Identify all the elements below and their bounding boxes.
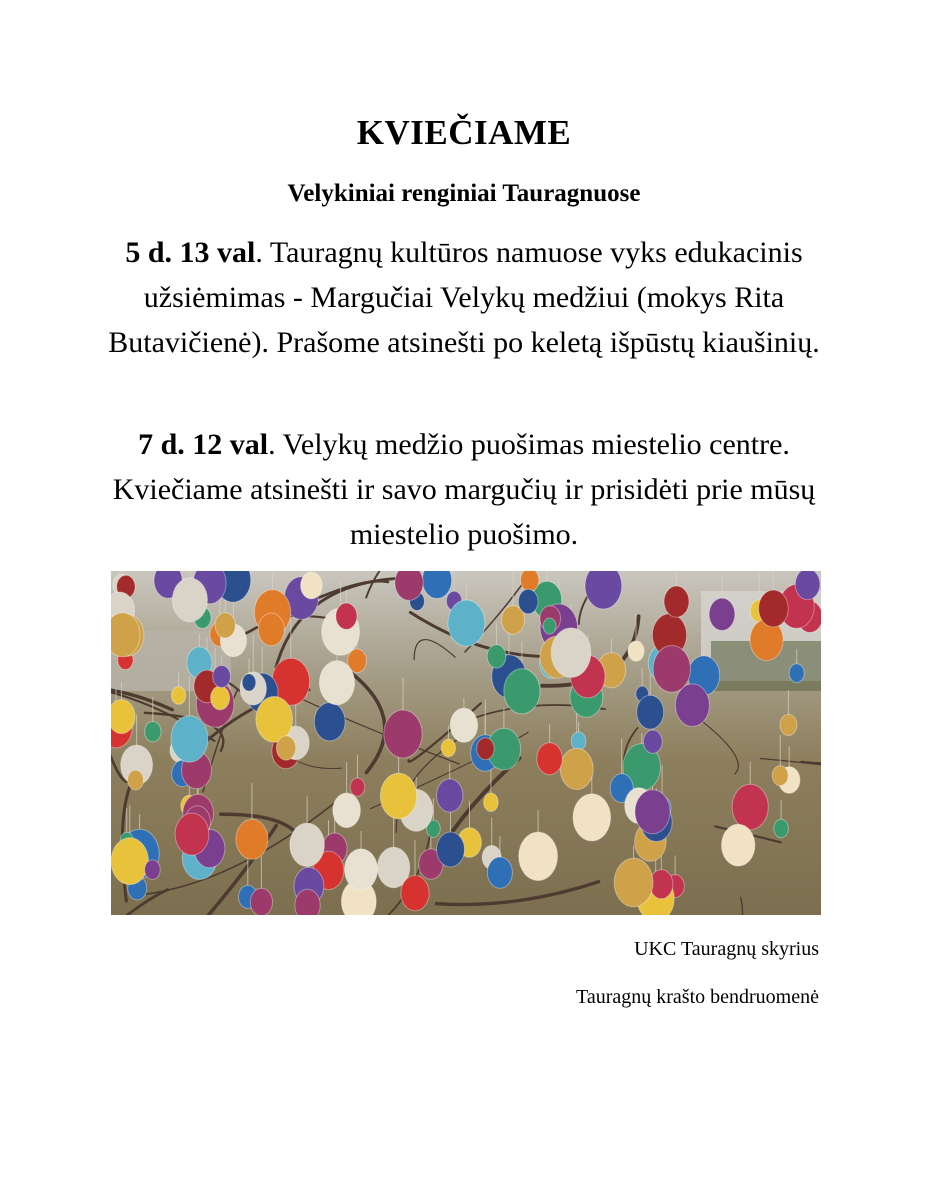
decorated-egg bbox=[250, 888, 272, 915]
decorated-egg bbox=[301, 572, 323, 599]
decorated-egg bbox=[350, 778, 365, 796]
decorated-egg bbox=[172, 578, 207, 622]
poster-title: KVIEČIAME bbox=[356, 113, 572, 152]
decorated-egg bbox=[780, 714, 797, 735]
decorated-egg bbox=[448, 600, 485, 646]
decorated-egg bbox=[772, 766, 788, 786]
decorated-egg bbox=[635, 790, 670, 834]
decorated-egg bbox=[795, 571, 820, 600]
decorated-egg bbox=[504, 669, 540, 714]
decorated-egg bbox=[384, 710, 422, 758]
decorated-egg bbox=[276, 736, 295, 760]
decorated-egg bbox=[314, 703, 345, 741]
decorated-egg bbox=[333, 793, 361, 828]
event-2-description: . Velykų medžio puošimas miestelio centre. Kviečiame atsinešti ir savo margučių ir prisidėti prie mūsų miestelio puošimo. bbox=[112, 428, 816, 551]
decorated-egg bbox=[145, 860, 161, 880]
decorated-egg bbox=[643, 730, 662, 753]
decorated-egg bbox=[759, 590, 789, 627]
decorated-egg bbox=[628, 641, 644, 661]
event-1-datetime: 5 d. 13 val bbox=[125, 236, 256, 269]
decorated-egg bbox=[487, 857, 512, 888]
decorated-egg bbox=[295, 889, 320, 915]
decorated-egg bbox=[518, 589, 538, 614]
decorated-egg bbox=[145, 722, 161, 742]
decorated-egg bbox=[437, 832, 465, 867]
decorated-egg bbox=[573, 794, 611, 841]
event-1-description: . Tauragnų kultūros namuose vyks edukacinis užsiėmimas - Margučiai Velykų medžiui (mokys Rita Butavičienė). Prašome atsinešti po keletą išpūstų kiaušinių. bbox=[108, 236, 820, 359]
decorated-egg bbox=[380, 773, 416, 819]
decorated-egg bbox=[319, 661, 354, 705]
decorated-egg bbox=[675, 684, 709, 727]
decorated-egg bbox=[258, 613, 284, 646]
decorated-egg bbox=[732, 784, 768, 829]
decorated-egg bbox=[215, 613, 235, 638]
decorated-egg bbox=[175, 813, 209, 855]
decorated-egg bbox=[211, 686, 230, 710]
decorated-egg bbox=[543, 618, 556, 634]
decorated-egg bbox=[560, 748, 593, 789]
decorated-egg bbox=[256, 697, 293, 743]
decorated-egg bbox=[537, 743, 563, 775]
decorated-egg bbox=[236, 819, 268, 859]
decorated-egg bbox=[774, 819, 789, 837]
decorated-egg bbox=[111, 838, 148, 885]
decorated-egg bbox=[172, 687, 186, 705]
event-paragraph-1 bbox=[100, 230, 828, 365]
poster-subtitle: Velykiniai renginiai Tauragnuose bbox=[287, 180, 641, 207]
decorated-egg bbox=[242, 674, 256, 691]
decorated-egg bbox=[395, 571, 423, 601]
decorated-egg bbox=[519, 832, 558, 880]
organizer-2: Tauragnų krašto bendruomenė bbox=[576, 986, 819, 1008]
easter-egg-tree-photo bbox=[111, 571, 821, 915]
decorated-egg bbox=[664, 586, 689, 617]
decorated-egg bbox=[441, 739, 455, 757]
decorated-egg bbox=[336, 603, 357, 629]
decorated-egg bbox=[450, 708, 477, 742]
easter-egg-tree-illustration bbox=[111, 571, 821, 915]
organizer-1: UKC Tauragnų skyrius bbox=[634, 938, 819, 960]
decorated-egg bbox=[213, 665, 231, 687]
decorated-egg bbox=[111, 700, 135, 734]
decorated-egg bbox=[171, 716, 208, 762]
decorated-egg bbox=[614, 858, 653, 907]
decorated-egg bbox=[477, 738, 495, 760]
decorated-egg bbox=[437, 779, 463, 812]
decorated-egg bbox=[484, 793, 499, 811]
decorated-egg bbox=[789, 664, 804, 683]
decorated-egg bbox=[128, 770, 144, 790]
decorated-egg bbox=[521, 571, 539, 592]
decorated-egg bbox=[653, 646, 690, 693]
decorated-egg bbox=[290, 823, 325, 866]
decorated-egg bbox=[345, 849, 378, 890]
event-paragraph-2 bbox=[100, 422, 828, 557]
decorated-egg bbox=[487, 645, 506, 669]
event-2-datetime: 7 d. 12 val bbox=[138, 428, 269, 461]
decorated-egg bbox=[709, 598, 735, 630]
decorated-egg bbox=[637, 695, 664, 729]
decorated-egg bbox=[571, 732, 586, 750]
decorated-egg bbox=[551, 628, 591, 677]
decorated-egg bbox=[722, 824, 755, 866]
decorated-egg bbox=[401, 876, 429, 911]
